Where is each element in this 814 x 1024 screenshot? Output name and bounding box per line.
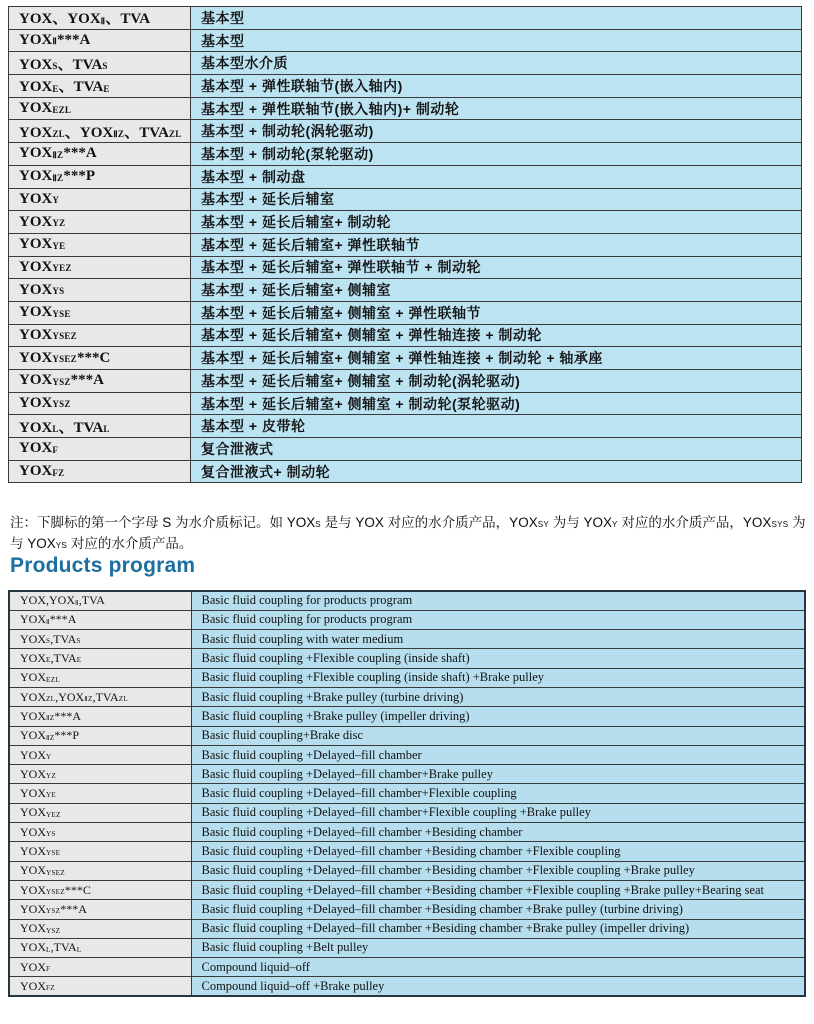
table-row [9,842,805,861]
model-description: Basic fluid coupling +Delayed–fill chamber +Besiding chamber +Brake pulley (impeller driving) [191,919,805,938]
table-row [9,591,805,610]
model-code: $YOX_{FZ}$ [9,977,191,996]
table-row [9,900,805,919]
table-row [9,938,805,957]
model-description: Basic fluid coupling +Brake pulley (impeller driving) [191,707,805,726]
model-description: 基本型 + 延长后辅室+ 侧辅室 + 弹性轴连接 + 制动轮 + 轴承座 [191,347,802,370]
model-code: $YOX_E$、$TVA_E$ [9,75,191,98]
model-description: 基本型 + 制动盘 [191,165,802,188]
table-row [9,668,805,687]
table-row [9,726,805,745]
model-code: $YOX_{ⅡZ}***P$ [9,165,191,188]
model-code: $YOX_{YSEZ}$ [9,861,191,880]
model-code: $YOX_{YS}$ [9,823,191,842]
model-description: Compound liquid–off +Brake pulley [191,977,805,996]
table-row [9,438,802,461]
model-description: 基本型 + 弹性联轴节(嵌入轴内) [191,75,802,98]
model-code: $YOX_F$ [9,438,191,461]
model-description: Basic fluid coupling for products program [191,591,805,610]
model-description: Basic fluid coupling +Delayed–fill chamber+Flexible coupling [191,784,805,803]
model-code: $YOX_{YSZ}$ [9,392,191,415]
model-code: $YOX_{EZL}$ [9,97,191,120]
table-row [9,392,802,415]
model-code: $YOX_{YZ}$ [9,765,191,784]
model-description: 基本型 + 延长后辅室+ 侧辅室 [191,279,802,302]
model-description: 基本型 + 延长后辅室+ 侧辅室 + 制动轮(涡轮驱动) [191,370,802,393]
table-row [9,52,802,75]
table-row [9,415,802,438]
model-code: $YOX_{ⅡZ}***P$ [9,726,191,745]
model-code: $YOX_{YSE}$ [9,842,191,861]
model-description: Basic fluid coupling +Delayed–fill chamber [191,745,805,764]
model-code: $YOX_{YE}$ [9,233,191,256]
footnote: 注：下脚标的第一个字母 S 为水介质标记。如 $YOX_S$ 是与 YOX 对应的水介质产品，$YOX_{SY}$ 为与 $YOX_Y$ 对应的水介质产品，$YOX_{SYS}$ 为与 $YOX_{YS}$ 对应的水介质产品。 [10,515,806,551]
table-row [9,765,805,784]
model-code: $YOX_{YSEZ}$ [9,324,191,347]
model-description: 基本型 + 弹性联轴节(嵌入轴内)+ 制动轮 [191,97,802,120]
table-row [9,143,802,166]
model-code: $YOX_L,TVA_L$ [9,938,191,957]
model-code: $YOX_{YSEZ}***C$ [9,347,191,370]
model-code: $YOX_S,TVA_S$ [9,630,191,649]
table-row [9,803,805,822]
table-row [9,370,802,393]
model-code: $YOX_{YE}$ [9,784,191,803]
table-row [9,784,805,803]
model-description: Basic fluid coupling +Flexible coupling (inside shaft) +Brake pulley [191,668,805,687]
model-description: 基本型水介质 [191,52,802,75]
model-description: 复合泄液式+ 制动轮 [191,460,802,483]
table-row [9,97,802,120]
table-row [9,707,805,726]
model-code: $YOX_{FZ}$ [9,460,191,483]
model-code: $YOX_Ⅱ***A$ [9,29,191,52]
model-code: $YOX_{ⅡZ}***A$ [9,143,191,166]
model-code: $YOX_{YSEZ}***C$ [9,880,191,899]
model-description: Basic fluid coupling +Delayed–fill chamber+Flexible coupling +Brake pulley [191,803,805,822]
table-row [9,120,802,143]
table-row [9,958,805,977]
table-row [9,279,802,302]
table-row [9,919,805,938]
model-table-chinese-body [9,7,802,483]
model-description: Basic fluid coupling +Brake pulley (turbine driving) [191,687,805,706]
model-code: $YOX,YOX_Ⅱ,TVA$ [9,591,191,610]
model-table-english [8,590,806,997]
model-description: Basic fluid coupling +Delayed–fill chamber +Besiding chamber +Flexible coupling [191,842,805,861]
model-table-english-body [9,591,805,996]
model-description: Basic fluid coupling +Delayed–fill chamber +Besiding chamber +Brake pulley (turbine driving) [191,900,805,919]
model-description: Basic fluid coupling for products program [191,610,805,629]
model-code: YOX、$YOX_Ⅱ$、TVA [9,7,191,30]
model-description: Basic fluid coupling +Delayed–fill chamber +Besiding chamber [191,823,805,842]
model-code: $YOX_{YSE}$ [9,301,191,324]
model-description: Basic fluid coupling +Belt pulley [191,938,805,957]
table-row [9,861,805,880]
model-description: Basic fluid coupling +Delayed–fill chamber +Besiding chamber +Flexible coupling +Brake pulley+Bearing seat [191,880,805,899]
model-code: $YOX_{ZL},YOX_{ⅡZ},TVA_{ZL}$ [9,687,191,706]
table-row [9,687,805,706]
model-description: 基本型 [191,7,802,30]
model-description: 基本型 + 制动轮(泵轮驱动) [191,143,802,166]
model-description: Basic fluid coupling +Flexible coupling (inside shaft) [191,649,805,668]
model-description: Basic fluid coupling+Brake disc [191,726,805,745]
model-description: 基本型 + 延长后辅室+ 侧辅室 + 弹性轴连接 + 制动轮 [191,324,802,347]
table-row [9,29,802,52]
model-description: 基本型 + 延长后辅室+ 侧辅室 + 制动轮(泵轮驱动) [191,392,802,415]
table-row [9,233,802,256]
model-description: 基本型 + 延长后辅室+ 弹性联轴节 [191,233,802,256]
model-code: $YOX_{YSZ}***A$ [9,900,191,919]
model-code: $YOX_Ⅱ***A$ [9,610,191,629]
model-table-chinese [8,6,802,483]
model-description: Basic fluid coupling +Delayed–fill chamber +Besiding chamber +Flexible coupling +Brake pulley [191,861,805,880]
table-row [9,745,805,764]
model-description: 复合泄液式 [191,438,802,461]
table-row [9,165,802,188]
table-row [9,301,802,324]
model-code: $YOX_{ZL}$、$YOX_{ⅡZ}$、$TVA_{ZL}$ [9,120,191,143]
model-code: $YOX_Y$ [9,745,191,764]
table-row [9,347,802,370]
model-code: $YOX_{YSZ}***A$ [9,370,191,393]
model-code: $YOX_{YEZ}$ [9,803,191,822]
table-row [9,880,805,899]
model-code: $YOX_{YS}$ [9,279,191,302]
table-row [9,324,802,347]
table-row [9,75,802,98]
model-code: $YOX_E,TVA_E$ [9,649,191,668]
table-row [9,460,802,483]
model-description: 基本型 + 制动轮(涡轮驱动) [191,120,802,143]
model-code: $YOX_{YZ}$ [9,211,191,234]
table-row [9,977,805,996]
model-description: 基本型 + 延长后辅室 [191,188,802,211]
model-code: $YOX_Y$ [9,188,191,211]
model-description: 基本型 + 延长后辅室+ 制动轮 [191,211,802,234]
table-row [9,823,805,842]
model-description: Compound liquid–off [191,958,805,977]
table-row [9,610,805,629]
table-row [9,630,805,649]
model-code: $YOX_{YEZ}$ [9,256,191,279]
table-row [9,188,802,211]
model-description: 基本型 + 延长后辅室+ 弹性联轴节 + 制动轮 [191,256,802,279]
model-code: $YOX_{ⅡZ}***A$ [9,707,191,726]
products-program-heading: Products program [10,554,196,577]
model-description: 基本型 [191,29,802,52]
table-row [9,649,805,668]
model-description: Basic fluid coupling with water medium [191,630,805,649]
model-code: $YOX_{EZL}$ [9,668,191,687]
model-code: $YOX_{YSZ}$ [9,919,191,938]
table-row [9,211,802,234]
model-code: $YOX_S$、$TVA_S$ [9,52,191,75]
model-code: $YOX_L$、$TVA_L$ [9,415,191,438]
model-description: 基本型 + 延长后辅室+ 侧辅室 + 弹性联轴节 [191,301,802,324]
model-description: Basic fluid coupling +Delayed–fill chamber+Brake pulley [191,765,805,784]
table-row [9,256,802,279]
model-code: $YOX_F$ [9,958,191,977]
model-description: 基本型 + 皮带轮 [191,415,802,438]
table-row [9,7,802,30]
